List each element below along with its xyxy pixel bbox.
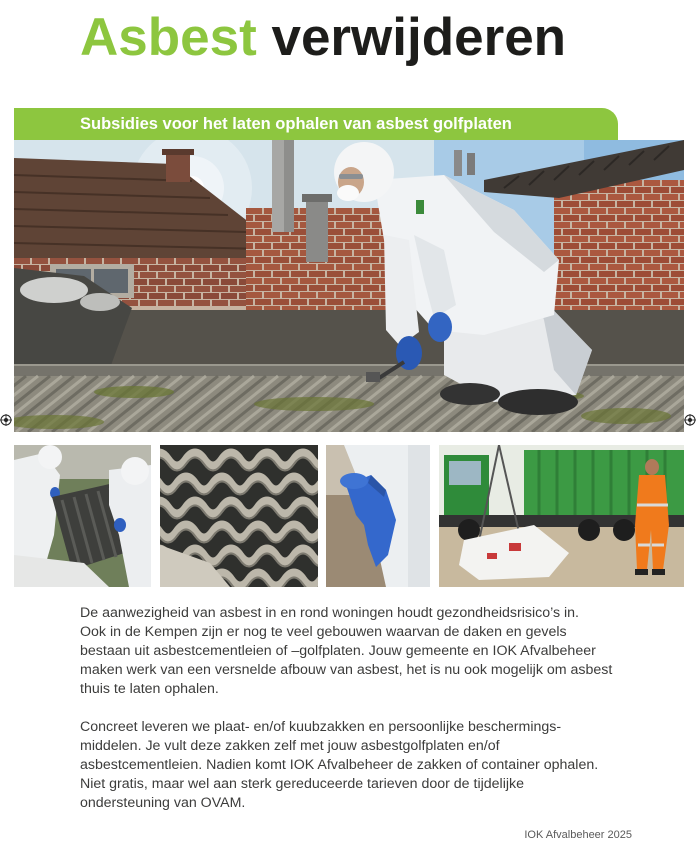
text-line: Concreet leveren we plaat- en/of kuubzakken en persoonlijke beschermings- — [80, 719, 562, 735]
hero-photo — [14, 140, 684, 432]
article-body — [80, 604, 612, 813]
text-line: ondersteuning van OVAM. — [80, 795, 246, 811]
footer-credit: IOK Afvalbeheer 2025 — [524, 829, 632, 841]
text-line: Ook in de Kempen zijn er nog te veel gebouwen waarvan de daken en gevels — [80, 624, 567, 640]
photo-corrugated-sheets — [160, 445, 318, 587]
text-line: De aanwezigheid van asbest in en rond woningen houdt gezondheidsrisico’s in. — [80, 605, 580, 621]
photo-scene — [14, 445, 151, 587]
text-line: maken werk van een versnelde afbouw van asbest, het is nu ook mogelijk om asbest — [80, 662, 613, 678]
page-title-accent: Asbest — [80, 8, 257, 67]
text-line: bestaan uit asbestcementleien of –golfplaten. Jouw gemeente en IOK Afvalbeheer — [80, 643, 596, 659]
registration-mark-icon — [684, 414, 696, 426]
photo-collection-truck — [439, 445, 684, 587]
paragraph-intro — [80, 604, 612, 699]
text-line: asbestcementleien. Nadien komt IOK Afvalbeheer de zakken of container ophalen. — [80, 757, 599, 773]
text-line: thuis te laten ophalen. — [80, 681, 219, 697]
page-title-main: verwijderen — [271, 8, 567, 67]
photo-workers-removing-sheet — [14, 445, 151, 587]
photo-scene — [160, 445, 318, 587]
section-banner — [14, 108, 618, 140]
registration-mark-icon — [0, 414, 12, 426]
text-line: Niet gratis, maar wel aan sterk gereduceerde tarieven door de tijdelijke — [80, 776, 524, 792]
text-line: middelen. Je vult deze zakken zelf met jouw asbestgolfplaten en/of — [80, 738, 500, 754]
photo-scene — [439, 445, 684, 587]
photo-protective-glove — [326, 445, 430, 587]
paragraph-details — [80, 718, 612, 813]
section-banner-text: Subsidies voor het laten ophalen van asbest golfplaten — [80, 115, 512, 133]
page-title — [80, 8, 566, 68]
photo-scene — [326, 445, 430, 587]
